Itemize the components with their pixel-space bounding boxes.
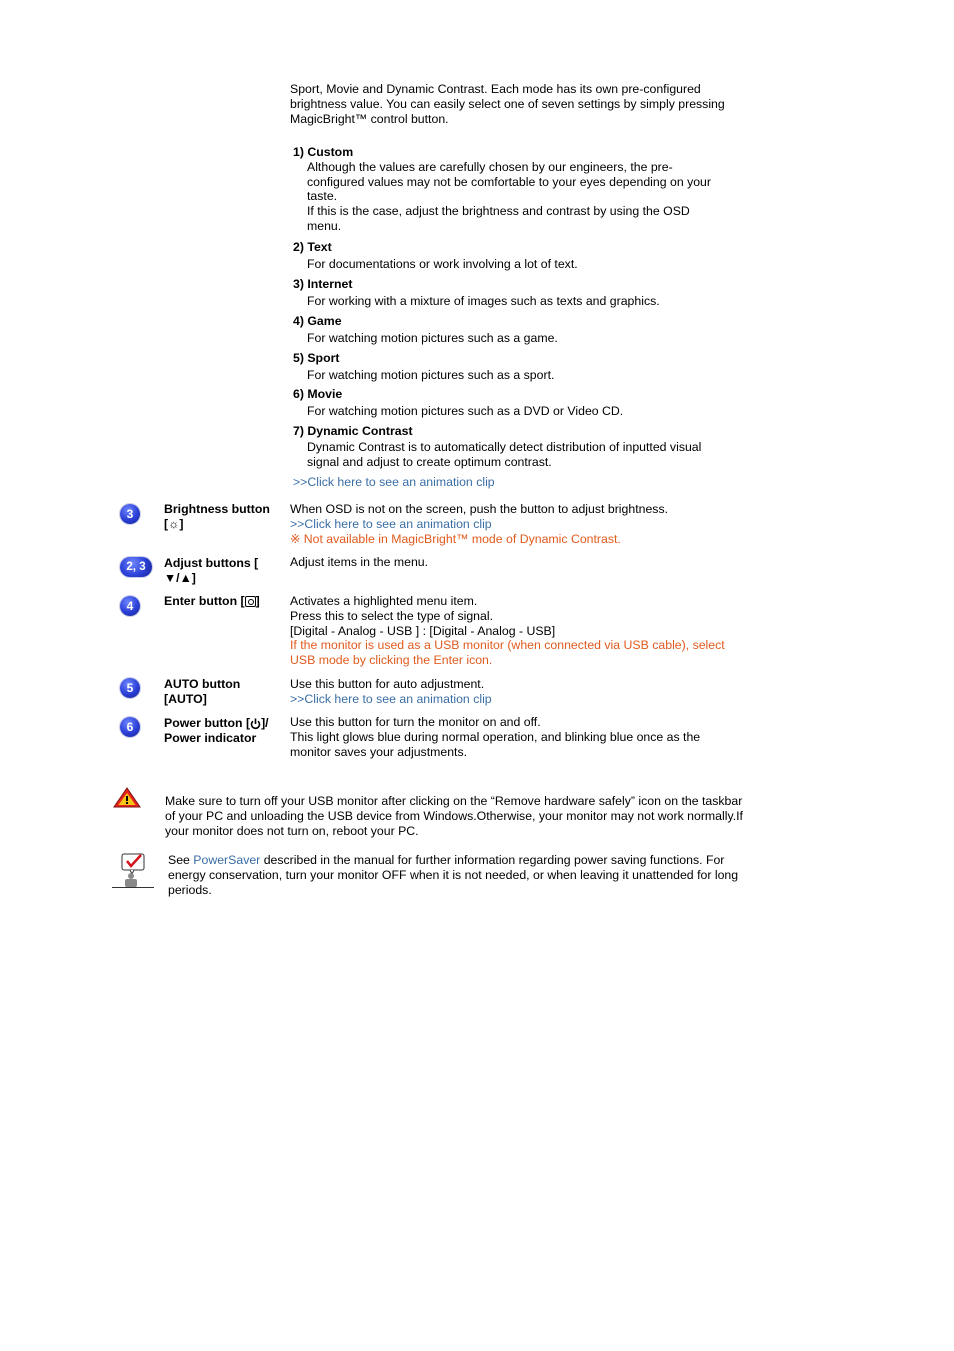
- warning-text: If the monitor is used as a USB monitor (when connected via USB cable), select USB mode by clicking the Enter icon.: [290, 638, 725, 668]
- mode-internet: [293, 277, 723, 309]
- description-text: Activates a highlighted menu item.: [290, 594, 478, 608]
- description-text: Use this button for auto adjustment.: [290, 677, 485, 691]
- mode-dynamic-contrast: [293, 424, 723, 469]
- note-suffix: described in the manual for further information regarding power saving functions. For energy conservation, turn your monitor OFF when it is not needed, or when leaving it unattended for long periods.: [168, 853, 739, 897]
- intro-paragraph: Sport, Movie and Dynamic Contrast. Each mode has its own pre-configured brightness value. You can easily select one of seven settings by simply pressing MagicBright™ control button.: [290, 82, 725, 126]
- mode-custom: [293, 145, 723, 234]
- note-text: [168, 853, 753, 897]
- mode-game: [293, 314, 723, 346]
- enter-button-label: [164, 594, 284, 609]
- power-button-label: [164, 716, 284, 746]
- caution-icon: [113, 787, 141, 809]
- note-icon: [112, 852, 156, 890]
- mode-title: 3) Internet: [293, 277, 353, 291]
- power-button-description: [290, 715, 740, 759]
- mode-description: For documentations or work involving a lot of text.: [307, 256, 578, 271]
- auto-button-description: [290, 677, 750, 707]
- adjust-buttons-label: [164, 556, 284, 586]
- signal-types: [Digital - Analog - USB ] : [Digital - Analog - USB]: [290, 623, 556, 638]
- powersaver-link[interactable]: PowerSaver: [193, 853, 261, 867]
- label-end: ]/: [261, 716, 269, 730]
- mode-movie: [293, 387, 723, 419]
- label-line-2: Power indicator: [164, 730, 257, 745]
- mode-description: For watching motion pictures such as a DVD or Video CD.: [307, 403, 624, 418]
- mode-description: Dynamic Contrast is to automatically detect distribution of inputted visual signal and adjust to create optimum contrast.: [307, 439, 702, 469]
- mode-description: For watching motion pictures such as a game.: [307, 330, 558, 345]
- caution-text: Make sure to turn off your USB monitor after clicking on the “Remove hardware safely” icon on the taskbar of your PC and unloading the USB device from Windows.Otherwise, your monitor may not work normally.If your monitor does not turn on, reboot your PC.: [165, 794, 743, 838]
- mode-title: 5) Sport: [293, 351, 340, 365]
- mode-description-2: If this is the case, adjust the brightness and contrast by using the OSD menu.: [307, 204, 690, 233]
- label-end: ]: [255, 594, 260, 608]
- description-text-2: Press this to select the type of signal.: [290, 608, 494, 623]
- brightness-button-label: [164, 502, 284, 532]
- mode-title: 1) Custom: [293, 145, 354, 159]
- label-line: Brightness button: [164, 502, 270, 516]
- step-badge-5: 5: [120, 678, 140, 698]
- description-text-2: This light glows blue during normal operation, and blinking blue once as the monitor saves your adjustments.: [290, 729, 701, 759]
- warning-text: ※ Not available in MagicBright™ mode of Dynamic Contrast.: [290, 531, 621, 546]
- step-badge-2-3: 2, 3: [120, 557, 152, 577]
- enter-icon: [245, 596, 256, 607]
- brightness-icon: [☼]: [164, 516, 184, 531]
- animation-clip-link[interactable]: >>Click here to see an animation clip: [290, 516, 492, 531]
- mode-title: 2) Text: [293, 240, 332, 254]
- mode-title: 7) Dynamic Contrast: [293, 424, 413, 438]
- auto-button-label: [164, 677, 284, 707]
- note-prefix: See: [168, 853, 194, 867]
- brightness-button-description: [290, 502, 750, 546]
- animation-clip-link[interactable]: >>Click here to see an animation clip: [290, 691, 492, 706]
- label-line-2: [AUTO]: [164, 691, 207, 706]
- label-line: AUTO button: [164, 677, 241, 691]
- mode-description: Although the values are carefully chosen by our engineers, the pre-configured values may not be comfortable to your eyes depending on your taste.: [307, 159, 711, 204]
- mode-sport: [293, 351, 723, 383]
- mode-description: For watching motion pictures such as a sport.: [307, 367, 555, 382]
- adjust-buttons-description: Adjust items in the menu.: [290, 555, 429, 569]
- mode-title: 4) Game: [293, 314, 342, 328]
- mode-description: For working with a mixture of images such as texts and graphics.: [307, 293, 660, 308]
- step-badge-4: 4: [120, 596, 140, 616]
- label-line: Enter button [: [164, 594, 245, 608]
- mode-title: 6) Movie: [293, 387, 343, 401]
- mode-text: [293, 240, 723, 272]
- step-badge-6: 6: [120, 717, 140, 737]
- label-line: Power button [: [164, 716, 251, 730]
- power-icon: [250, 718, 261, 729]
- animation-clip-link[interactable]: >>Click here to see an animation clip: [293, 475, 495, 489]
- label-line: Adjust buttons [: [164, 556, 259, 570]
- enter-button-description: [290, 594, 750, 668]
- step-badge-3: 3: [120, 504, 140, 524]
- arrow-icons: ▼/▲]: [164, 570, 196, 585]
- description-text: Use this button for turn the monitor on and off.: [290, 715, 541, 729]
- description-text: When OSD is not on the screen, push the button to adjust brightness.: [290, 502, 669, 516]
